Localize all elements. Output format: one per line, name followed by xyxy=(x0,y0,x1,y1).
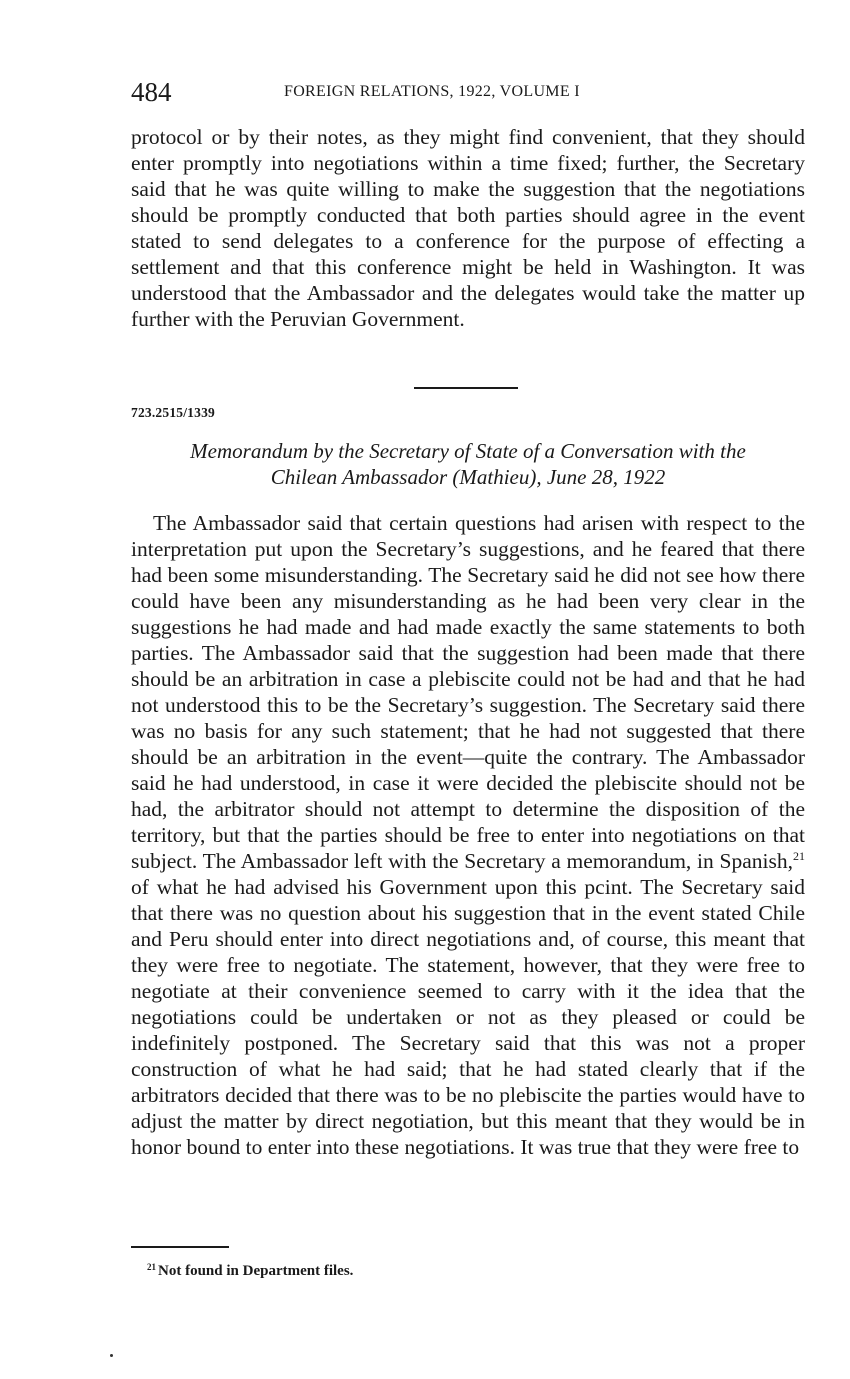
running-title: FOREIGN RELATIONS, 1922, VOLUME I xyxy=(284,83,580,100)
memorandum-body-part-2: of what he had advised his Government upon this pcint. The Secretary said that there was no question about his suggestion that in the event stated Chile and Peru should enter into direct negotiations and, of course, this meant that they were free to negotiate. The statement, however, that they were free to negotiate at their convenience seemed to carry with it the idea that the negotiations could be undertaken or not as they pleased or could be indefinitely postponed. The Secretary said that this was not a proper construction of what he had said; that he had stated clearly that if the arbitrators decided that there was to be no plebiscite the parties would have to adjust the matter by direct negotiation, but this meant that they would be in honor bound to enter into these negotiations. It was true that they were free to xyxy=(131,875,805,1159)
page-number: 484 xyxy=(131,77,172,107)
footnote-divider xyxy=(131,1246,229,1248)
page-speck xyxy=(110,1354,113,1357)
memorandum-body-part-1: The Ambassador said that certain questions had arisen with respect to the interpretation put upon the Secretary’s suggestions, and he feared that there had been some misunderstanding. The Secretary said he did not see how there could have been any misunderstanding as he had been very clear in the suggestions he had made and had made exactly the same statements to both parties. The Ambassador said that the suggestion had been made that there should be an arbitration in case a plebiscite could not be had and that he had not understood this to be the Secretary’s suggestion. The Secretary said there was no basis for any such statement; that he had not suggested that there should be an arbitration in the event—quite the contrary. The Ambassador said he had understood, in case it were decided the plebiscite should not be had, the arbitrator should not attempt to determine the disposition of the territory, but that the parties should be free to enter into negotiations on that subject. The Ambassador left with the Secretary a memorandum, in Spanish, xyxy=(131,511,805,873)
footnote-text: Not found in Department files. xyxy=(158,1263,354,1279)
document-heading-line-2: Chilean Ambassador (Mathieu), June 28, 1922 xyxy=(270,465,666,489)
section-divider xyxy=(414,387,518,389)
running-head xyxy=(131,76,805,108)
file-number: 723.2515/1339 xyxy=(131,405,215,420)
footnote xyxy=(147,1256,353,1282)
footnote-reference: 21 xyxy=(793,849,805,863)
document-heading-line-1: Memorandum by the Secretary of State of a Conversation with the xyxy=(190,439,746,463)
document-heading xyxy=(131,438,805,490)
memorandum-body xyxy=(131,510,805,1160)
footnote-marker: 21 xyxy=(147,1262,156,1272)
continuation-paragraph: protocol or by their notes, as they might find convenient, that they should enter promptly into negotiations within a time fixed; further, the Secretary said that he was quite willing to make the suggestion that the negotiations should be promptly conducted that both parties should agree in the event stated to send delegates to a conference for the purpose of effecting a settlement and that this conference might be held in Washington. It was understood that the Ambassador and the delegates would take the matter up further with the Peruvian Government. xyxy=(131,125,805,331)
